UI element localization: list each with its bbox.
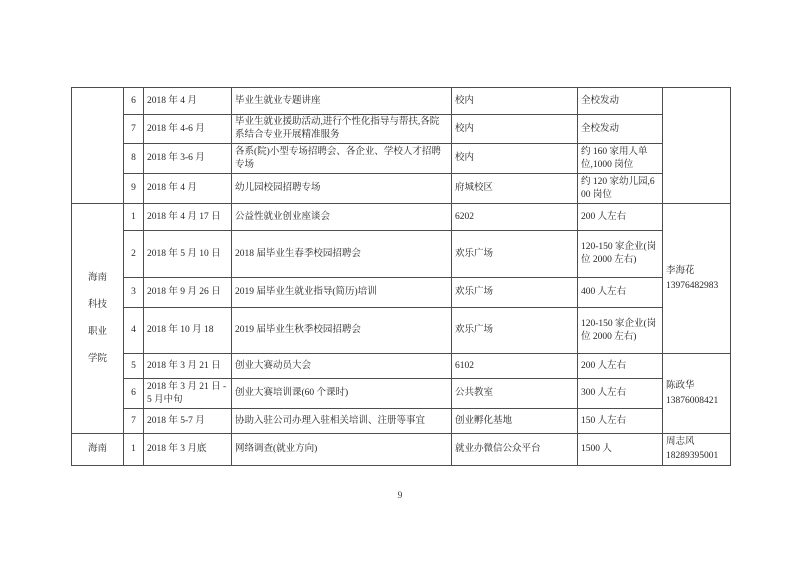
date-cell: 2018 年 3 月 21 日 bbox=[144, 354, 232, 379]
scale-cell: 400 人左右 bbox=[578, 278, 663, 308]
row-number: 1 bbox=[124, 434, 144, 466]
scale-cell: 150 人左右 bbox=[578, 409, 663, 434]
contact-phone: 18289395001 bbox=[666, 451, 719, 462]
table-row bbox=[72, 144, 731, 174]
date-cell: 2018 年 4 月 17 日 bbox=[144, 204, 232, 231]
activity-cell: 毕业生就业专题讲座 bbox=[232, 88, 452, 115]
row-number: 7 bbox=[124, 115, 144, 144]
table-row bbox=[72, 231, 731, 278]
location-cell: 校内 bbox=[452, 88, 578, 115]
scale-cell: 300 人左右 bbox=[578, 379, 663, 409]
date-cell: 2018 年 10 月 18 bbox=[144, 308, 232, 354]
date-cell: 2018 年 4-6 月 bbox=[144, 115, 232, 144]
activity-cell: 2019 届毕业生就业指导(简历)培训 bbox=[232, 278, 452, 308]
org-cell-block1 bbox=[72, 88, 124, 204]
table-row bbox=[72, 308, 731, 354]
table-row bbox=[72, 278, 731, 308]
org-line: 科技 bbox=[87, 299, 107, 310]
table-row bbox=[72, 204, 731, 231]
table-row bbox=[72, 409, 731, 434]
contact-cell-block2a bbox=[663, 204, 731, 354]
table-row bbox=[72, 115, 731, 144]
date-cell: 2018 年 3-6 月 bbox=[144, 144, 232, 174]
scale-cell: 约 120 家幼儿园,600 岗位 bbox=[578, 174, 663, 204]
page-number: 9 bbox=[397, 491, 403, 501]
row-number: 6 bbox=[124, 88, 144, 115]
org-cell-block3: 海南 bbox=[72, 434, 124, 466]
schedule-table bbox=[71, 87, 731, 466]
row-number: 3 bbox=[124, 278, 144, 308]
location-cell: 欢乐广场 bbox=[452, 308, 578, 354]
org-line: 海南 bbox=[87, 272, 107, 283]
contact-phone: 13976482983 bbox=[666, 280, 719, 291]
table-row bbox=[72, 88, 731, 115]
scale-cell: 120-150 家企业(岗位 2000 左右) bbox=[578, 308, 663, 354]
contact-cell-block2b bbox=[663, 354, 731, 434]
location-cell: 6202 bbox=[452, 204, 578, 231]
row-number: 6 bbox=[124, 379, 144, 409]
row-number: 2 bbox=[124, 231, 144, 278]
location-cell: 校内 bbox=[452, 115, 578, 144]
location-cell: 府城校区 bbox=[452, 174, 578, 204]
date-cell: 2018 年 4 月 bbox=[144, 88, 232, 115]
table-row bbox=[72, 379, 731, 409]
table-row bbox=[72, 434, 731, 466]
location-cell: 校内 bbox=[452, 144, 578, 174]
scale-cell: 全校发动 bbox=[578, 88, 663, 115]
location-cell: 欢乐广场 bbox=[452, 231, 578, 278]
org-cell-block2 bbox=[72, 204, 124, 434]
date-cell: 2018 年 4 月 bbox=[144, 174, 232, 204]
org-line: 职业 bbox=[87, 326, 107, 337]
row-number: 4 bbox=[124, 308, 144, 354]
row-number: 7 bbox=[124, 409, 144, 434]
row-number: 9 bbox=[124, 174, 144, 204]
date-cell: 2018 年 3 月 21 日 -5 月中旬 bbox=[144, 379, 232, 409]
activity-cell: 2018 届毕业生春季校园招聘会 bbox=[232, 231, 452, 278]
date-cell: 2018 年 5 月 10 日 bbox=[144, 231, 232, 278]
contact-name: 李海花 bbox=[666, 266, 695, 277]
activity-cell: 各系(院)小型专场招聘会、各企业、学校人才招聘专场 bbox=[232, 144, 452, 174]
activity-cell: 2019 届毕业生秋季校园招聘会 bbox=[232, 308, 452, 354]
scale-cell: 200 人左右 bbox=[578, 204, 663, 231]
date-cell: 2018 年 9 月 26 日 bbox=[144, 278, 232, 308]
scale-cell: 120-150 家企业(岗位 2000 左右) bbox=[578, 231, 663, 278]
scale-cell: 全校发动 bbox=[578, 115, 663, 144]
activity-cell: 公益性就业创业座谈会 bbox=[232, 204, 452, 231]
row-number: 8 bbox=[124, 144, 144, 174]
contact-name: 周志风 bbox=[666, 437, 695, 447]
table-row bbox=[72, 354, 731, 379]
row-number: 5 bbox=[124, 354, 144, 379]
scale-cell: 约 160 家用人单位,1000 岗位 bbox=[578, 144, 663, 174]
location-cell: 公共教室 bbox=[452, 379, 578, 409]
date-cell: 2018 年 3 月底 bbox=[144, 434, 232, 466]
contact-phone: 13876008421 bbox=[666, 395, 719, 406]
date-cell: 2018 年 5-7 月 bbox=[144, 409, 232, 434]
location-cell: 创业孵化基地 bbox=[452, 409, 578, 434]
org-line: 学院 bbox=[87, 353, 107, 364]
activity-cell: 毕业生就业援助活动,进行个性化指导与帮扶,各院系结合专业开展精准服务 bbox=[232, 115, 452, 144]
activity-cell: 协助入驻公司办理入驻相关培训、注册等事宜 bbox=[232, 409, 452, 434]
activity-cell: 幼儿园校园招聘专场 bbox=[232, 174, 452, 204]
location-cell: 欢乐广场 bbox=[452, 278, 578, 308]
activity-cell: 创业大赛动员大会 bbox=[232, 354, 452, 379]
contact-cell-block1 bbox=[663, 88, 731, 204]
contact-name: 陈政华 bbox=[666, 381, 695, 392]
contact-cell-block3 bbox=[663, 434, 731, 466]
activity-cell: 创业大赛培训课(60 个课时) bbox=[232, 379, 452, 409]
location-cell: 就业办微信公众平台 bbox=[452, 434, 578, 466]
scale-cell: 200 人左右 bbox=[578, 354, 663, 379]
location-cell: 6102 bbox=[452, 354, 578, 379]
activity-cell: 网络调查(就业方向) bbox=[232, 434, 452, 466]
scale-cell: 1500 人 bbox=[578, 434, 663, 466]
table-row bbox=[72, 174, 731, 204]
row-number: 1 bbox=[124, 204, 144, 231]
